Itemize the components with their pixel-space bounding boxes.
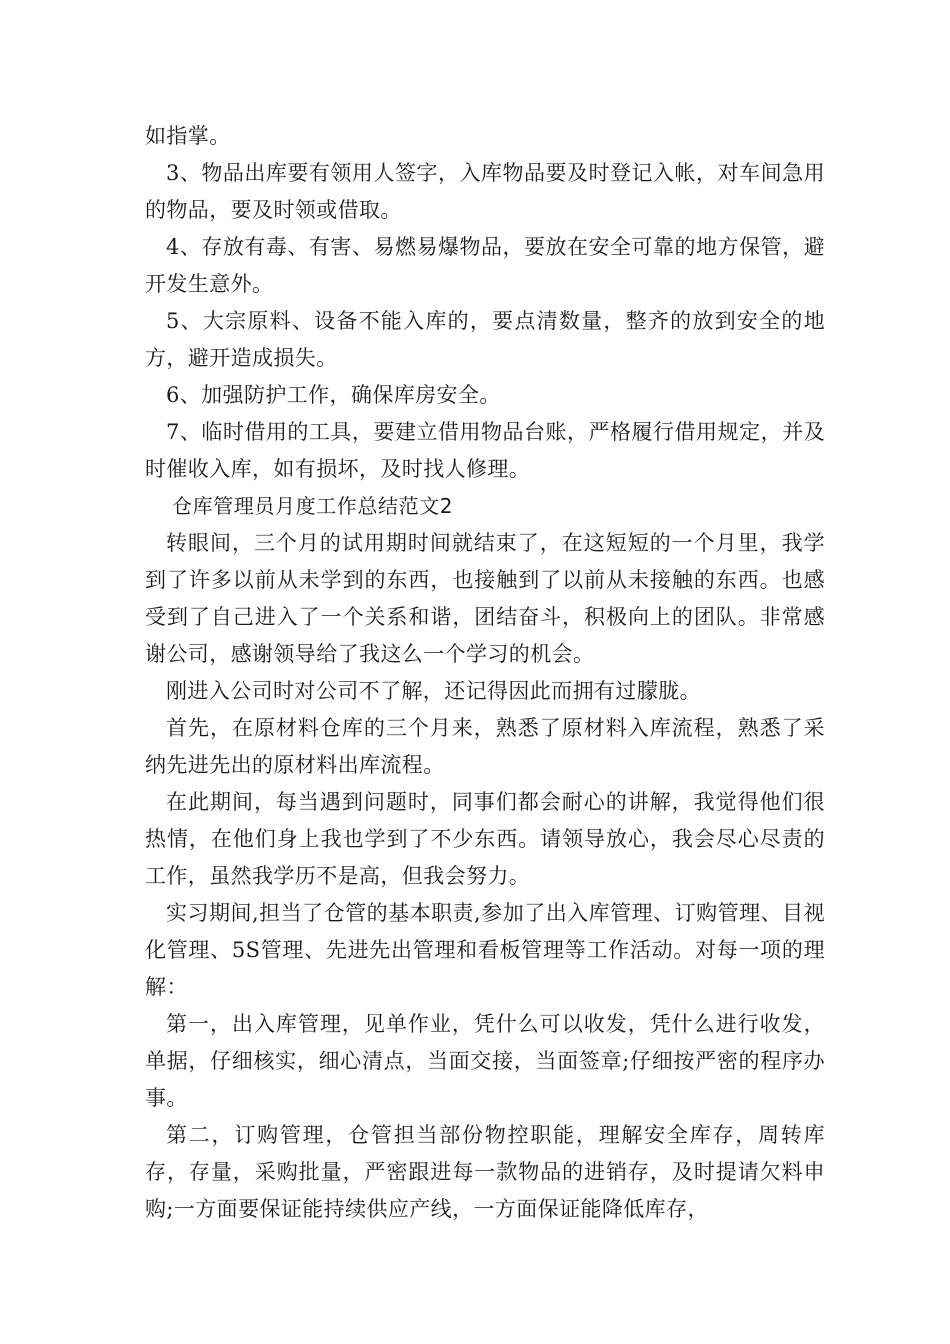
paragraph-item-4: 4、存放有毒、有害、易燃易爆物品，要放在安全可靠的地方保管，避开发生意外。: [145, 235, 825, 296]
paragraph-colleagues: 在此期间，每当遇到问题时，同事们都会耐心的讲解，我觉得他们很热情，在他们身上我也学到了不少东西。请领导放心，我会尽心尽责的工作，虽然我学历不是高，但我会努力。: [145, 790, 825, 888]
paragraph-item-6: 6、加强防护工作，确保库房安全。: [166, 383, 501, 407]
paragraph-internship: 实习期间,担当了仓管的基本职责,参加了出入库管理、订购管理、目视化管理、5S管理、先进先出管理和看板管理等工作活动。对每一项的理解：: [145, 901, 825, 999]
paragraph-first-impression: 刚进入公司时对公司不了解，还记得因此而拥有过朦胧。: [166, 679, 701, 703]
paragraph-intro: 转眼间，三个月的试用期时间就结束了，在这短短的一个月里，我学到了许多以前从未学到的东西，也接触到了以前从未接触的东西。也感受到了自己进入了一个关系和谐，团结奋斗，积极向上的团队。非常感谢公司，感谢领导给了我这么一个学习的机会。: [145, 531, 825, 666]
paragraph-point-one: 第一，出入库管理，见单作业，凭什么可以收发，凭什么进行收发，单据，仔细核实，细心清点，当面交接，当面签章;仔细按严密的程序办事。: [145, 1012, 825, 1110]
document-body: [145, 118, 825, 1228]
paragraph-item-3: 3、物品出库要有领用人签字，入库物品要及时登记入帐，对车间急用的物品，要及时领或借取。: [145, 161, 825, 222]
section-heading: 仓库管理员月度工作总结范文2: [172, 494, 454, 518]
paragraph-continuation: 如指掌。: [145, 124, 231, 148]
paragraph-first: 首先，在原材料仓库的三个月来，熟悉了原材料入库流程，熟悉了采纳先进先出的原材料出库流程。: [145, 716, 825, 777]
paragraph-item-5: 5、大宗原料、设备不能入库的，要点清数量，整齐的放到安全的地方，避开造成损失。: [145, 309, 825, 370]
paragraph-item-7: 7、临时借用的工具，要建立借用物品台账，严格履行借用规定，并及时催收入库，如有损坏，及时找人修理。: [145, 420, 825, 481]
paragraph-point-two: 第二，订购管理，仓管担当部份物控职能，理解安全库存，周转库存，存量，采购批量，严密跟进每一款物品的进销存，及时提请欠料申购;一方面要保证能持续供应产线，一方面保证能降低库存，: [145, 1123, 825, 1221]
